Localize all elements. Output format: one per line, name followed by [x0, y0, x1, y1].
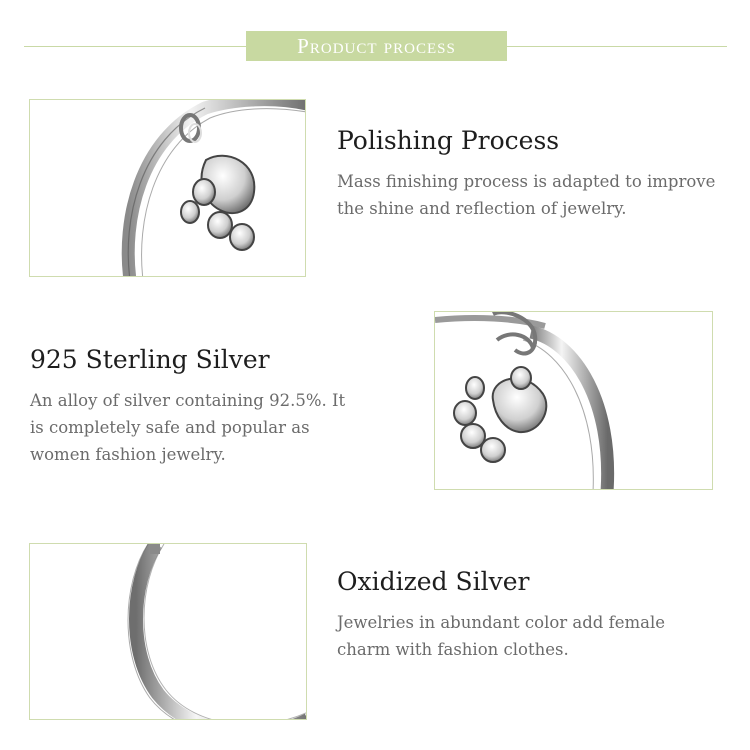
- section-banner: [246, 31, 507, 61]
- header-rule-right: [507, 46, 727, 47]
- description-line: the shine and reflection of jewelry.: [337, 199, 627, 218]
- header-rule-left: [24, 46, 246, 47]
- description-line: charm with fashion clothes.: [337, 640, 569, 659]
- description-line: women fashion jewelry.: [30, 445, 226, 464]
- oxidized-silver-description: [337, 609, 665, 663]
- description-line: Mass finishing process is adapted to improve: [337, 172, 716, 191]
- polishing-process-description: [337, 168, 715, 222]
- ring-photo-polishing: [29, 99, 306, 277]
- description-line: An alloy of silver containing 92.5%. It: [30, 391, 346, 410]
- banner-title: Product process: [297, 33, 456, 58]
- oxidized-silver-heading: Oxidized Silver: [337, 567, 530, 596]
- description-line: is completely safe and popular as: [30, 418, 310, 437]
- sterling-silver-heading: 925 Sterling Silver: [30, 345, 270, 374]
- ring-photo-oxidized: [29, 543, 307, 720]
- ring-with-paw-charm-image: [30, 100, 306, 277]
- polishing-process-heading: Polishing Process: [337, 126, 560, 155]
- ring-band-closeup-image: [30, 544, 307, 720]
- ring-with-paw-charm-image: [435, 312, 713, 490]
- description-line: Jewelries in abundant color add female: [337, 613, 666, 632]
- sterling-silver-description: [30, 387, 345, 468]
- ring-photo-sterling: [434, 311, 713, 490]
